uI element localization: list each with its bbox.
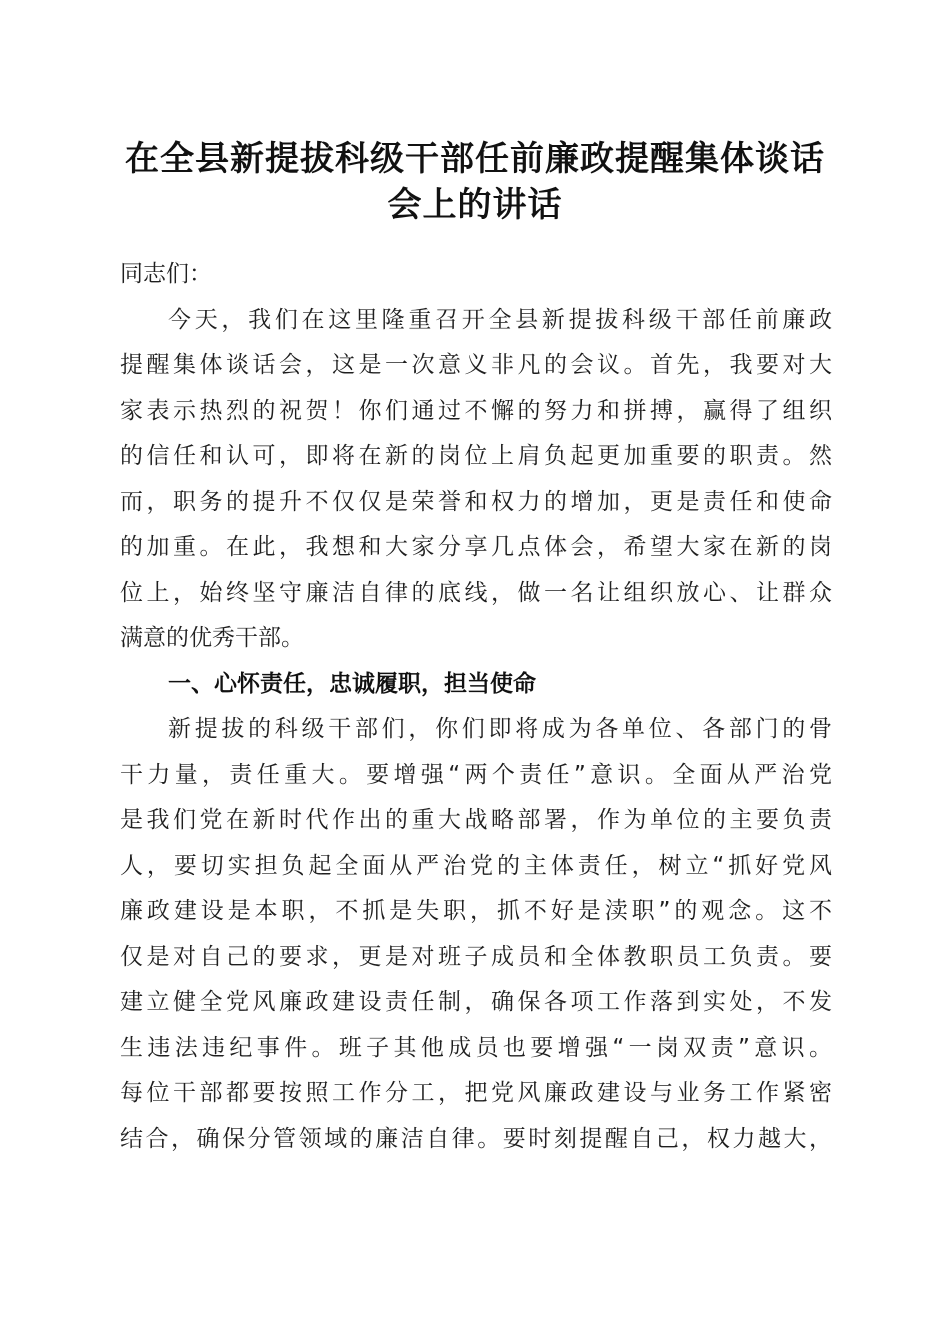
document-body xyxy=(120,252,832,1162)
paragraph-2-line: 人，要切实担负起全面从严治党的主体责任，树立“抓好党风 xyxy=(120,852,832,879)
paragraph-1-line: 今天，我们在这里隆重召开全县新提拔科级干部任前廉政 xyxy=(168,306,832,333)
paragraph-2-line: 结合，确保分管领域的廉洁自律。要时刻提醒自己，权力越大， xyxy=(120,1125,832,1152)
paragraph-1-line: 满意的优秀干部。 xyxy=(120,625,304,651)
paragraph-2 xyxy=(120,707,832,1162)
paragraph-2-line: 廉政建设是本职，不抓是失职，抓不好是渎职”的观念。这不 xyxy=(120,898,832,924)
paragraph-2-line: 建立健全党风廉政建设责任制，确保各项工作落到实处，不发 xyxy=(120,989,832,1015)
paragraph-1-line: 而，职务的提升不仅仅是荣誉和权力的增加，更是责任和使命 xyxy=(120,488,832,515)
paragraph-2-line: 生违法违纪事件。班子其他成员也要增强“一岗双责”意识。 xyxy=(120,1034,832,1061)
paragraph-1-line: 家表示热烈的祝贺！你们通过不懈的努力和拼搏，赢得了组织 xyxy=(120,397,832,424)
paragraph-2-line: 仅是对自己的要求，更是对班子成员和全体教职员工负责。要 xyxy=(120,943,832,970)
paragraph-2-line: 是我们党在新时代作出的重大战略部署，作为单位的主要负责 xyxy=(120,807,832,833)
paragraph-1-line: 的加重。在此，我想和大家分享几点体会，希望大家在新的岗 xyxy=(120,534,832,560)
paragraph-1-line: 位上，始终坚守廉洁自律的底线，做一名让组织放心、让群众 xyxy=(120,579,832,606)
paragraph-2-line: 干力量，责任重大。要增强“两个责任”意识。全面从严治党 xyxy=(120,761,832,788)
paragraph-2-line: 每位干部都要按照工作分工，把党风廉政建设与业务工作紧密 xyxy=(120,1080,832,1106)
paragraph-2-line: 新提拔的科级干部们，你们即将成为各单位、各部门的骨 xyxy=(168,716,832,742)
document-title xyxy=(100,136,850,228)
document-title-line-2: 会上的讲话 xyxy=(387,185,563,225)
document-title-line-1: 在全县新提拔科级干部任前廉政提醒集体谈话 xyxy=(125,139,825,179)
salutation: 同志们： xyxy=(120,261,212,287)
paragraph-1 xyxy=(120,298,832,662)
section-heading-1: 一、心怀责任，忠诚履职，担当使命 xyxy=(168,670,536,697)
paragraph-1-line: 的信任和认可，即将在新的岗位上肩负起更加重要的职责。然 xyxy=(120,443,832,469)
paragraph-1-line: 提醒集体谈话会，这是一次意义非凡的会议。首先，我要对大 xyxy=(120,352,832,378)
